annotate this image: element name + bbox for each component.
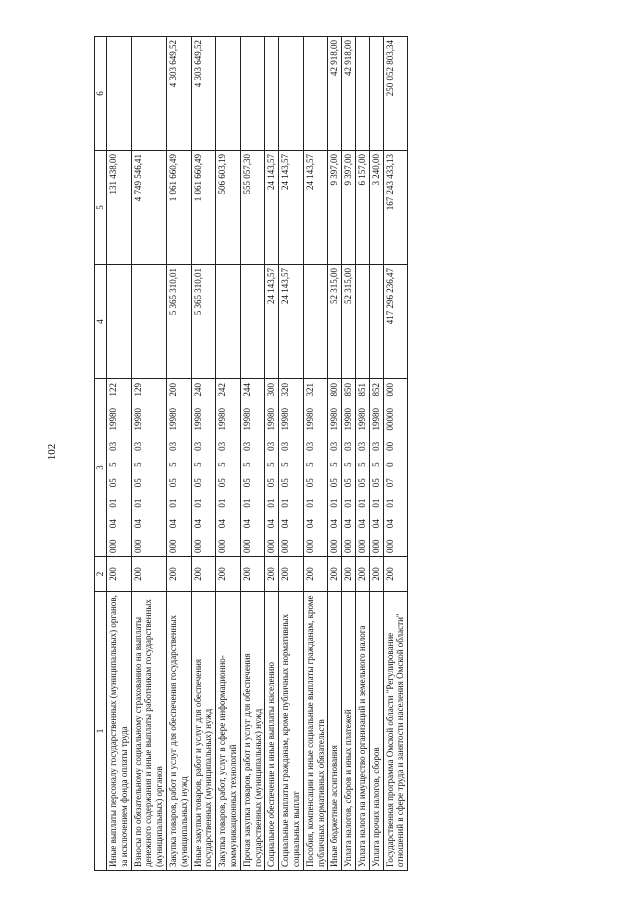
admin-code: 200 [383,557,408,592]
header-col-5: 5 [95,151,107,265]
admin-code: 200 [279,557,304,592]
code-part: 5 [280,462,291,467]
expense-name: Уплата налогов, сборов и иных платежей [342,592,356,871]
amount-col-4 [240,265,265,379]
classification-code-parts [280,382,291,553]
code-part: 05 [329,478,340,488]
code-part: 000 [132,539,143,553]
code-part: 19980 [280,407,291,431]
budget-table [94,36,408,871]
code-part: 01 [192,498,203,508]
amount-col-5: 9 397,00 [342,151,356,265]
classification-code [240,379,265,557]
code-part: 129 [132,383,143,397]
classification-code [216,379,241,557]
code-part: 04 [266,519,277,529]
code-part: 04 [217,519,228,529]
code-part: 5 [304,462,315,467]
code-part: 03 [343,441,354,451]
code-part: 04 [356,519,367,529]
expense-name: Уплата налога на имущество организаций и земельного налога [355,592,369,871]
classification-code-parts [329,382,340,553]
amount-col-5: 555 057,30 [240,151,265,265]
code-part: 01 [370,498,381,508]
code-part: 00000 [384,407,395,431]
code-part: 05 [108,478,118,488]
classification-code [166,379,191,557]
code-part: 05 [266,478,277,488]
code-part: 000 [266,539,277,553]
code-part: 5 [356,462,367,467]
classification-code-parts [217,382,228,553]
classification-code-parts [385,382,396,553]
code-part: 01 [280,498,291,508]
amount-col-4: 52 315,00 [342,265,356,379]
code-part: 04 [192,519,203,529]
code-part: 000 [304,539,315,553]
amount-col-4: 52 315,00 [328,265,342,379]
header-col-4: 4 [95,265,107,379]
page-number: 102 [46,443,58,461]
code-part: 300 [266,383,277,397]
table-row [328,37,342,871]
admin-code: 200 [216,557,241,592]
code-part: 000 [167,539,178,553]
amount-col-6 [240,37,265,151]
code-part: 5 [108,462,118,467]
table-row [279,37,304,871]
amount-col-6: 42 918,00 [342,37,356,151]
code-part: 19980 [132,407,143,431]
code-part: 04 [167,519,178,529]
code-part: 05 [241,478,252,488]
code-part: 03 [304,441,315,451]
amount-col-5: 1 061 660,49 [166,151,191,265]
code-part: 05 [132,478,143,488]
amount-col-5: 6 157,00 [355,151,369,265]
expense-name: Иные закупки товаров, работ и услуг для обеспечения государственных (муниципальных) нужд [191,592,216,871]
table-row [131,37,166,871]
code-part: 800 [329,383,340,397]
amount-col-6 [216,37,241,151]
code-part: 850 [343,383,354,397]
code-part: 5 [217,462,228,467]
code-part: 000 [343,539,354,553]
amount-col-5: 9 397,00 [328,151,342,265]
code-part: 03 [108,441,118,451]
classification-code-parts [133,382,144,553]
code-part: 851 [356,383,367,397]
code-part: 05 [192,478,203,488]
code-part: 01 [329,498,340,508]
code-part: 04 [329,519,340,529]
code-part: 01 [241,498,252,508]
amount-col-5: 24 143,57 [303,151,328,265]
admin-code: 200 [355,557,369,592]
code-part: 01 [384,498,395,508]
expense-name: Пособия, компенсации и иные социальные выплаты гражданам, кроме публичных нормативных обязательств [303,592,328,871]
code-part: 01 [167,498,178,508]
classification-code-parts [193,382,204,553]
code-part: 01 [304,498,315,508]
header-col-2: 2 [95,557,107,592]
code-part: 5 [241,462,252,467]
code-part: 05 [343,478,354,488]
amount-col-6: 4 303 649,52 [166,37,191,151]
amount-col-4: 5 365 310,01 [191,265,216,379]
code-part: 01 [343,498,354,508]
code-part: 01 [132,498,143,508]
table-row [355,37,369,871]
code-part: 320 [280,383,291,397]
code-part: 122 [108,383,118,397]
column-number-header [95,37,107,871]
admin-code: 200 [191,557,216,592]
code-part: 03 [132,441,143,451]
table-row [191,37,216,871]
code-part: 200 [167,383,178,397]
code-part: 04 [108,519,118,529]
classification-code-parts [242,382,253,553]
code-part: 19980 [108,407,118,431]
code-part: 01 [108,498,118,508]
code-part: 19980 [241,407,252,431]
code-part: 000 [384,383,395,397]
admin-code: 200 [369,557,383,592]
classification-code [369,379,383,557]
classification-code [355,379,369,557]
code-part: 19980 [356,407,367,431]
code-part: 04 [280,519,291,529]
amount-col-4: 417 296 236,47 [383,265,408,379]
amount-col-4 [369,265,383,379]
code-part: 000 [241,539,252,553]
budget-table-sheet [94,40,548,871]
code-part: 04 [241,519,252,529]
header-col-1: 1 [95,592,107,871]
code-part: 19980 [217,407,228,431]
admin-code: 200 [265,557,279,592]
code-part: 03 [356,441,367,451]
table-row [303,37,328,871]
code-part: 05 [217,478,228,488]
code-part: 321 [304,383,315,397]
code-part: 0 [384,462,395,467]
code-part: 242 [217,383,228,397]
amount-col-6 [279,37,304,151]
code-part: 852 [370,383,381,397]
classification-code [328,379,342,557]
code-part: 000 [280,539,291,553]
classification-code [383,379,408,557]
code-part: 000 [217,539,228,553]
classification-code-parts [343,382,354,553]
code-part: 000 [108,539,118,553]
expense-name: Уплата прочих налогов, сборов [369,592,383,871]
admin-code: 200 [328,557,342,592]
amount-col-5: 3 240,00 [369,151,383,265]
code-part: 05 [370,478,381,488]
classification-code-parts [357,382,368,553]
amount-col-6: 250 052 803,34 [383,37,408,151]
expense-name: Закупка товаров, работ, услуг в сфере информационно-коммуникационных технологий [216,592,241,871]
code-part: 03 [329,441,340,451]
amount-col-6 [355,37,369,151]
code-part: 5 [266,462,277,467]
code-part: 19980 [266,407,277,431]
table-row [166,37,191,871]
code-part: 01 [356,498,367,508]
amount-col-5: 167 243 433,13 [383,151,408,265]
amount-col-6: 42 918,00 [328,37,342,151]
classification-code-parts [168,382,179,553]
classification-code-parts [305,382,316,553]
code-part: 03 [266,441,277,451]
expense-name: Социальные выплаты гражданам, кроме публичных нормативных социальных выплат [279,592,304,871]
code-part: 19980 [329,407,340,431]
code-part: 00 [384,441,395,451]
code-part: 07 [384,478,395,488]
admin-code: 200 [342,557,356,592]
classification-code [342,379,356,557]
admin-code: 200 [166,557,191,592]
amount-col-5: 24 143,57 [279,151,304,265]
expense-name: Взносы по обязательному социальному страхованию на выплаты денежного содержания и иные выплаты работникам государственных (муниципальных) органов [131,592,166,871]
table-row [265,37,279,871]
code-part: 01 [217,498,228,508]
code-part: 000 [356,539,367,553]
table-row [216,37,241,871]
code-part: 04 [132,519,143,529]
amount-col-4 [355,265,369,379]
header-col-3: 3 [95,379,107,557]
classification-code [279,379,304,557]
expense-name: Государственная программа Омской области "Регулирование отношений в сфере труда и занятости населения Омской области" [383,592,408,871]
expense-name: Иные бюджетные ассигнования [328,592,342,871]
amount-col-4: 5 365 310,01 [166,265,191,379]
admin-code: 200 [107,557,132,592]
code-part: 19980 [343,407,354,431]
amount-col-6 [265,37,279,151]
amount-col-4 [131,265,166,379]
code-part: 19980 [192,407,203,431]
code-part: 03 [280,441,291,451]
code-part: 03 [370,441,381,451]
code-part: 03 [217,441,228,451]
classification-code [303,379,328,557]
code-part: 03 [167,441,178,451]
code-part: 5 [167,462,178,467]
code-part: 19980 [304,407,315,431]
code-part: 244 [241,383,252,397]
table-row [383,37,408,871]
amount-col-5: 4 749 546,41 [131,151,166,265]
amount-col-4: 24 143,57 [279,265,304,379]
code-part: 05 [280,478,291,488]
amount-col-4 [107,265,132,379]
code-part: 05 [167,478,178,488]
amount-col-5: 24 143,57 [265,151,279,265]
header-col-6: 6 [95,37,107,151]
expense-name: Иные выплаты персоналу государственных (муниципальных) органов, за исключением фонда оплаты труда [107,592,132,871]
code-part: 5 [343,462,354,467]
amount-col-5: 131 438,00 [107,151,132,265]
code-part: 03 [241,441,252,451]
classification-code [107,379,132,557]
code-part: 01 [266,498,277,508]
code-part: 19980 [167,407,178,431]
amount-col-4 [303,265,328,379]
code-part: 240 [192,383,203,397]
code-part: 5 [329,462,340,467]
amount-col-6: 4 303 649,52 [191,37,216,151]
table-row [369,37,383,871]
admin-code: 200 [240,557,265,592]
classification-code-parts [266,382,277,553]
code-part: 03 [192,441,203,451]
code-part: 04 [384,519,395,529]
amount-col-6 [131,37,166,151]
amount-col-4: 24 143,57 [265,265,279,379]
classification-code [131,379,166,557]
code-part: 04 [343,519,354,529]
expense-name: Социальное обеспечение и иные выплаты населению [265,592,279,871]
table-row [107,37,132,871]
code-part: 000 [329,539,340,553]
code-part: 04 [370,519,381,529]
code-part: 19980 [370,407,381,431]
admin-code: 200 [303,557,328,592]
code-part: 04 [304,519,315,529]
amount-col-4 [216,265,241,379]
code-part: 5 [132,462,143,467]
code-part: 000 [192,539,203,553]
classification-code [191,379,216,557]
table-row [240,37,265,871]
amount-col-5: 506 603,19 [216,151,241,265]
classification-code-parts [108,382,119,553]
code-part: 05 [304,478,315,488]
code-part: 5 [370,462,381,467]
amount-col-6 [107,37,132,151]
amount-col-6 [369,37,383,151]
classification-code-parts [371,382,382,553]
admin-code: 200 [131,557,166,592]
amount-col-6 [303,37,328,151]
classification-code [265,379,279,557]
code-part: 000 [370,539,381,553]
table-row [342,37,356,871]
code-part: 05 [356,478,367,488]
table-body [107,37,408,871]
code-part: 5 [192,462,203,467]
expense-name: Прочая закупка товаров, работ и услуг для обеспечения государственных (муниципальных) нужд [240,592,265,871]
expense-name: Закупка товаров, работ и услуг для обеспечения государственных (муниципальных) нужд [166,592,191,871]
code-part: 000 [384,539,395,553]
amount-col-5: 1 061 660,49 [191,151,216,265]
